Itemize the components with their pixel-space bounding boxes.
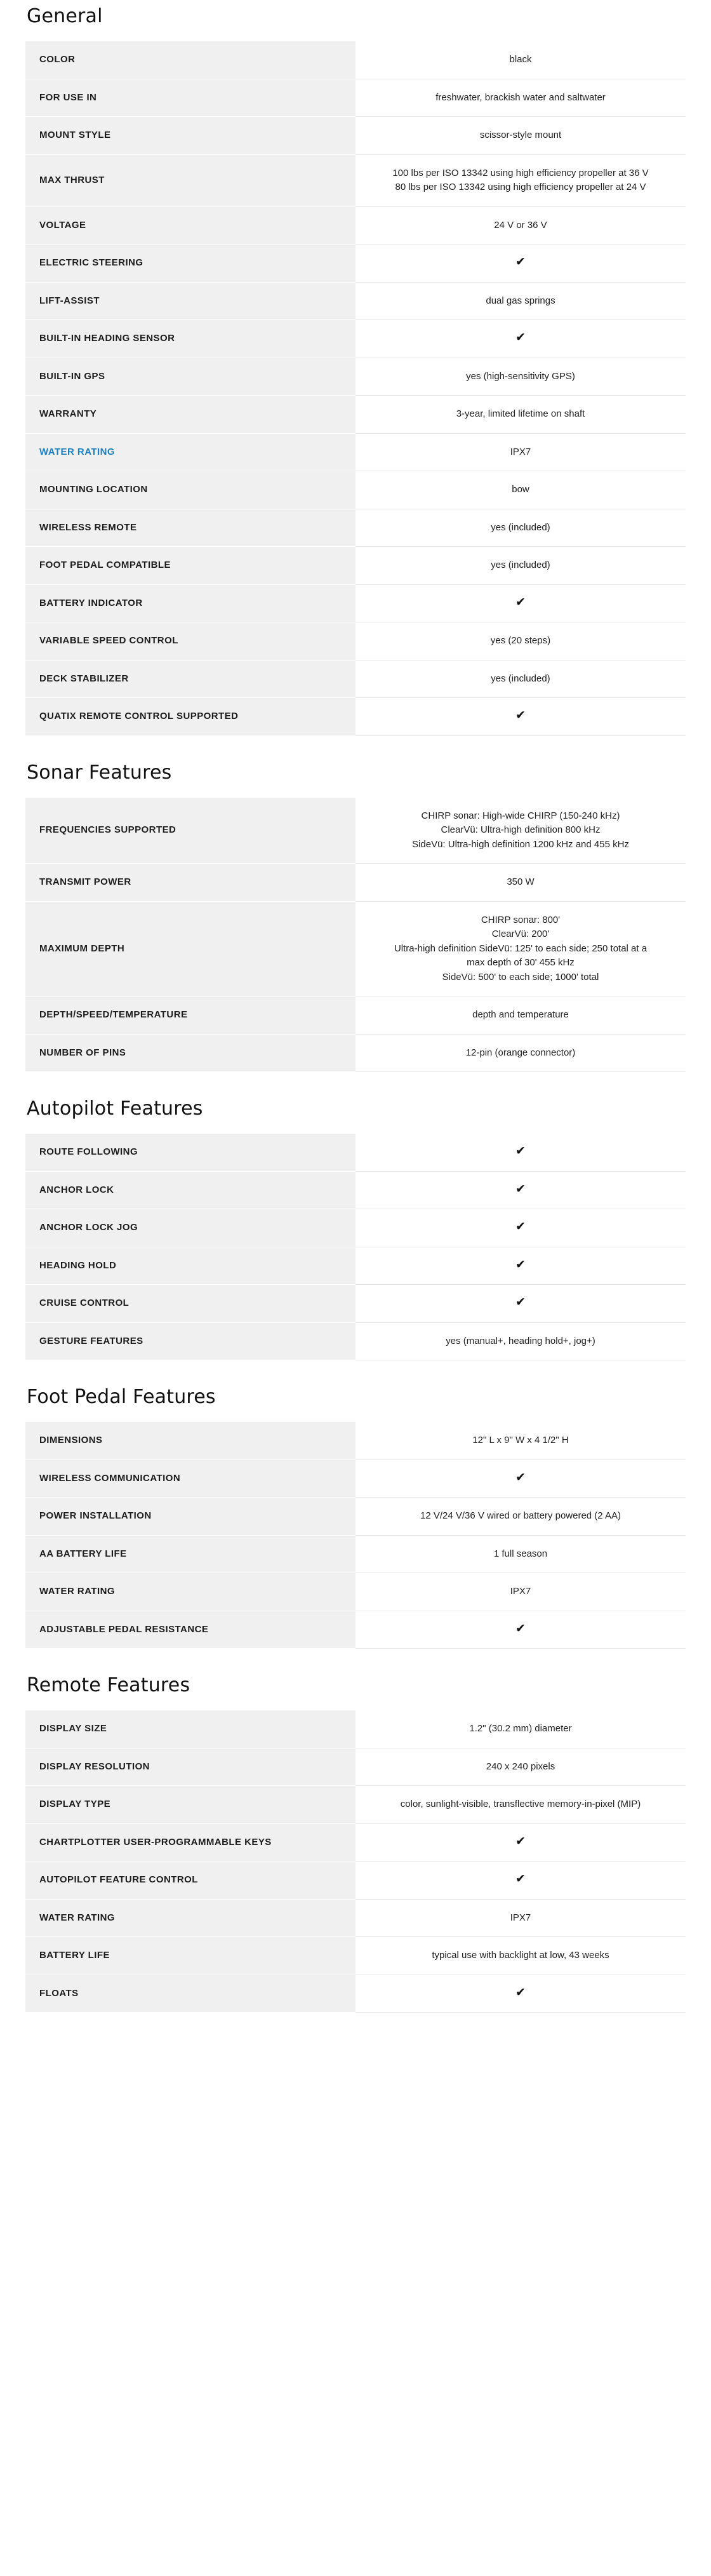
spec-value-check [356,320,686,358]
spec-value-line: IPX7 [510,1912,531,1923]
table-row [25,1710,686,1748]
spec-label: WIRELESS REMOTE [25,509,356,547]
spec-value-line: 350 W [507,876,535,887]
table-row [25,1459,686,1498]
spec-label: QUATIX REMOTE CONTROL SUPPORTED [25,698,356,736]
table-row [25,1285,686,1323]
spec-label: LIFT-ASSIST [25,282,356,320]
table-row [25,1975,686,2013]
checkmark-icon: ✔ [515,1257,526,1271]
spec-label: FOR USE IN [25,79,356,117]
table-row [25,1134,686,1171]
table-row [25,41,686,79]
spec-label: MOUNT STYLE [25,117,356,155]
table-row [25,433,686,471]
spec-value [356,1899,686,1937]
spec-value-line: dual gas springs [486,295,555,306]
spec-value-line: 12" L x 9" W x 4 1/2" H [472,1435,569,1446]
spec-value-line: 3-year, limited lifetime on shaft [456,408,585,419]
table-row [25,320,686,358]
spec-label: AA BATTERY LIFE [25,1535,356,1573]
spec-value-check [356,245,686,283]
table-row [25,282,686,320]
spec-value [356,154,686,206]
table-row [25,1422,686,1459]
spec-label: BATTERY INDICATOR [25,584,356,622]
table-row [25,358,686,396]
section-title: General [27,5,103,27]
spec-value [356,471,686,509]
spec-value [356,1710,686,1748]
spec-value [356,41,686,79]
spec-label: ELECTRIC STEERING [25,245,356,283]
table-row [25,1498,686,1536]
table-row [25,206,686,245]
spec-value-line: yes (high-sensitivity GPS) [466,370,575,382]
spec-section [25,1097,686,1360]
spec-label: NUMBER OF PINS [25,1034,356,1072]
spec-value-line: scissor-style mount [479,130,562,140]
spec-value-check [356,1459,686,1498]
spec-label: FREQUENCIES SUPPORTED [25,798,356,864]
table-row [25,622,686,661]
spec-value-line: ClearVü: Ultra-high definition 800 kHz [441,824,601,835]
section-title: Remote Features [27,1674,190,1696]
spec-value-line: 1.2" (30.2 mm) diameter [469,1723,572,1734]
table-row [25,471,686,509]
spec-value [356,433,686,471]
table-row [25,117,686,155]
table-row [25,1862,686,1900]
table-row [25,245,686,283]
spec-value [356,798,686,864]
table-row [25,584,686,622]
spec-label: MOUNTING LOCATION [25,471,356,509]
spec-value-line: yes (included) [491,673,550,684]
spec-table [25,1710,686,2013]
spec-label: BATTERY LIFE [25,1937,356,1975]
spec-label: VARIABLE SPEED CONTROL [25,622,356,661]
table-row [25,1247,686,1285]
spec-label: WATER RATING [25,1573,356,1611]
table-row [25,698,686,736]
spec-value-check [356,1975,686,2013]
spec-value [356,547,686,585]
spec-label: WARRANTY [25,396,356,434]
spec-table [25,798,686,1073]
table-row [25,864,686,902]
spec-value-check [356,1134,686,1171]
spec-value-line: Ultra-high definition SideVü: 125' to each side; 250 total at a [394,943,648,954]
checkmark-icon: ✔ [515,1219,526,1233]
spec-label: CHARTPLOTTER USER-PROGRAMMABLE KEYS [25,1823,356,1862]
table-row [25,798,686,864]
spec-value-line: 1 full season [493,1548,548,1559]
spec-value [356,79,686,117]
checkmark-icon: ✔ [515,594,526,609]
spec-value [356,1422,686,1459]
spec-value [356,1322,686,1360]
table-row [25,547,686,585]
spec-value-line: bow [512,484,529,495]
spec-value-check [356,1285,686,1323]
spec-value-line: SideVü: 500' to each side; 1000' total [442,971,599,983]
spec-label: ADJUSTABLE PEDAL RESISTANCE [25,1611,356,1649]
spec-value-line: yes (included) [491,521,550,533]
spec-value [356,396,686,434]
spec-section [25,1386,686,1649]
spec-value [356,660,686,698]
checkmark-icon: ✔ [515,330,526,344]
spec-table [25,1134,686,1360]
spec-value [356,1535,686,1573]
spec-label: ROUTE FOLLOWING [25,1134,356,1171]
spec-value-line: yes (20 steps) [490,635,551,646]
spec-value [356,358,686,396]
table-row [25,1748,686,1786]
section-title: Autopilot Features [27,1097,203,1120]
spec-label: FLOATS [25,1975,356,2013]
table-row [25,1786,686,1824]
spec-value-check [356,698,686,736]
spec-label: DISPLAY SIZE [25,1710,356,1748]
spec-label: TRANSMIT POWER [25,864,356,902]
table-row [25,509,686,547]
table-row [25,1322,686,1360]
spec-value-line: color, sunlight-visible, transflective memory-in-pixel (MIP) [400,1799,641,1809]
spec-label: GESTURE FEATURES [25,1322,356,1360]
table-row [25,1209,686,1247]
spec-value [356,1786,686,1824]
spec-value-line: 240 x 240 pixels [486,1761,555,1772]
spec-label: ANCHOR LOCK JOG [25,1209,356,1247]
spec-section [25,5,686,736]
spec-label: MAX THRUST [25,154,356,206]
spec-value [356,1573,686,1611]
spec-value-line: ClearVü: 200' [491,929,550,939]
table-row [25,660,686,698]
table-row [25,79,686,117]
spec-value-line: 80 lbs per ISO 13342 using high efficiency propeller at 24 V [395,182,646,192]
table-row [25,1611,686,1649]
spec-sections-container [25,5,686,2013]
spec-label: ANCHOR LOCK [25,1171,356,1209]
spec-value [356,1034,686,1072]
checkmark-icon: ✔ [515,1295,526,1309]
spec-value [356,117,686,155]
spec-label: DIMENSIONS [25,1422,356,1459]
spec-value-check [356,1611,686,1649]
spec-label: DISPLAY RESOLUTION [25,1748,356,1786]
spec-label: DECK STABILIZER [25,660,356,698]
spec-value-line: SideVü: Ultra-high definition 1200 kHz and 455 kHz [412,838,629,850]
spec-value-line: max depth of 30' 455 kHz [467,957,575,968]
checkmark-icon: ✔ [515,255,526,269]
spec-value-line: 12 V/24 V/36 V wired or battery powered (2 AA) [420,1510,621,1521]
spec-value [356,1937,686,1975]
spec-label: COLOR [25,41,356,79]
table-row [25,1573,686,1611]
table-row [25,1823,686,1862]
checkmark-icon: ✔ [515,1872,526,1886]
spec-label: DEPTH/SPEED/TEMPERATURE [25,996,356,1035]
checkmark-icon: ✔ [515,1181,526,1196]
spec-value-line: 24 V or 36 V [494,219,547,231]
checkmark-icon: ✔ [515,1144,526,1158]
spec-value-line: yes (included) [491,560,550,570]
spec-value-line: yes (manual+, heading hold+, jog+) [446,1335,595,1346]
spec-value-line: black [509,54,532,65]
table-row [25,154,686,206]
spec-label-link[interactable]: WATER RATING [25,433,356,471]
spec-value-line: 100 lbs per ISO 13342 using high efficiency propeller at 36 V [392,167,649,178]
spec-table [25,1422,686,1649]
spec-label: VOLTAGE [25,206,356,245]
spec-value [356,864,686,902]
table-row [25,996,686,1035]
spec-value [356,206,686,245]
spec-value-line: typical use with backlight at low, 43 weeks [432,1950,609,1961]
spec-label: BUILT-IN HEADING SENSOR [25,320,356,358]
spec-table [25,41,686,736]
spec-label: MAXIMUM DEPTH [25,901,356,996]
spec-value-check [356,1209,686,1247]
checkmark-icon: ✔ [515,1621,526,1635]
table-row [25,396,686,434]
spec-value-line: 12-pin (orange connector) [465,1047,576,1058]
spec-value-check [356,1823,686,1862]
spec-value [356,622,686,661]
spec-value-check [356,1171,686,1209]
spec-value-check [356,1247,686,1285]
spec-value-check [356,584,686,622]
spec-value-check [356,1862,686,1900]
spec-value-line: CHIRP sonar: High-wide CHIRP (150-240 kHz) [421,810,620,821]
spec-label: POWER INSTALLATION [25,1498,356,1536]
section-title: Foot Pedal Features [27,1386,216,1408]
spec-label: WATER RATING [25,1899,356,1937]
table-row [25,1535,686,1573]
spec-value [356,996,686,1035]
spec-value [356,509,686,547]
checkmark-icon: ✔ [515,1834,526,1848]
checkmark-icon: ✔ [515,1985,526,1999]
section-title: Sonar Features [27,761,172,784]
table-row [25,1937,686,1975]
checkmark-icon: ✔ [515,708,526,722]
spec-value-line: depth and temperature [472,1009,569,1020]
spec-label: WIRELESS COMMUNICATION [25,1459,356,1498]
table-row [25,1034,686,1072]
spec-label: CRUISE CONTROL [25,1285,356,1323]
table-row [25,1171,686,1209]
spec-value [356,1748,686,1786]
spec-value [356,901,686,996]
spec-section [25,1674,686,2013]
spec-label: HEADING HOLD [25,1247,356,1285]
spec-label: DISPLAY TYPE [25,1786,356,1824]
spec-label: BUILT-IN GPS [25,358,356,396]
spec-label: AUTOPILOT FEATURE CONTROL [25,1862,356,1900]
spec-section [25,761,686,1073]
spec-value-line: CHIRP sonar: 800' [481,914,561,925]
spec-value-line: freshwater, brackish water and saltwater [435,91,606,103]
spec-value-line: IPX7 [510,1586,531,1597]
table-row [25,901,686,996]
spec-value [356,1498,686,1536]
spec-value-line: IPX7 [510,446,531,457]
spec-label: FOOT PEDAL COMPATIBLE [25,547,356,585]
spec-value [356,282,686,320]
checkmark-icon: ✔ [515,1470,526,1484]
table-row [25,1899,686,1937]
spec-sheet-page [0,5,711,2013]
